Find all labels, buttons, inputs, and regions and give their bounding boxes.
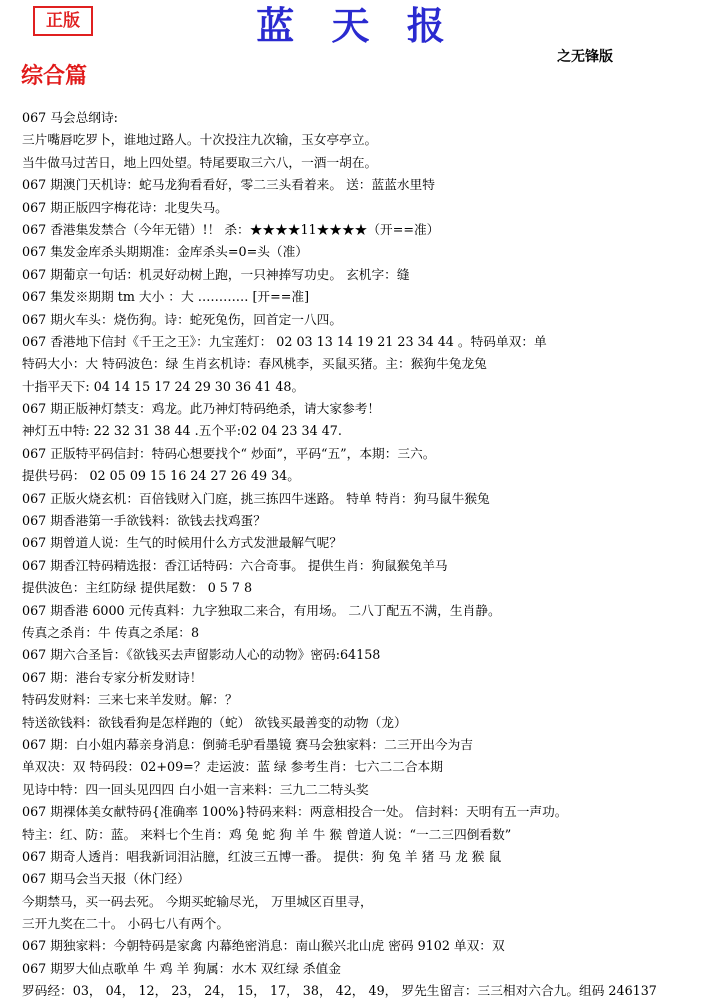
content-line: 神灯五中特: 22 32 31 38 44 .五个平:02 04 23 34 47. xyxy=(22,423,342,439)
edition-label: 之无锋版 xyxy=(557,49,613,65)
content-line: 067 期裸体美女献特码{准确率 100%}特码来料：两意相投合一处。 信封料：天明有五一声功。 xyxy=(22,804,568,820)
content-line: 067 期：白小姐内幕亲身消息：倒骑毛驴看墨镜 赛马会独家料：二三开出今为吉 xyxy=(22,736,473,752)
content-line: 067 期奇人透肖：唱我新词泪沾臆，红波三五博一番。 提供：狗 兔 羊 猪 马 龙 猴 鼠 xyxy=(22,848,502,864)
content-line: 067 集发金库杀头期期准：金库杀头=0=头（准） xyxy=(22,244,308,260)
content-line: 提供波色：主红防绿 提供尾数： 0 5 7 8 xyxy=(22,580,253,596)
content-line: 特送欲钱料：欲钱看狗是怎样跑的（蛇） 欲钱买最善变的动物（龙） xyxy=(22,714,407,730)
content-line: 067 期曾道人说：生气的时候用什么方式发泄最解气呢？ xyxy=(22,535,343,551)
content-line: 今期禁马，买一码去死。 今期买蛇输尽光， 万里城区百里寻， xyxy=(22,893,373,909)
content-line: 067 香港地下信封《千王之王》：九宝莲灯： 02 03 13 14 19 21 23 34 44 。特码单双：单 xyxy=(22,333,547,349)
content-line: 067 期：港台专家分析发财诗！ xyxy=(22,669,203,685)
content-line: 067 期马会当天报（休门经） xyxy=(22,871,190,887)
content-line: 单双决：双 特码段：02+09=？走运波：蓝 绿 参考生肖：七六二二合本期 xyxy=(22,759,443,775)
content-line: 067 香港集发禁合（今年无错）!！ 杀：★★★★11★★★★（开==准） xyxy=(22,221,440,237)
edition-stamp: 正版 xyxy=(33,6,93,36)
content-line: 见诗中特：四一回头见四四 白小姐一言来料：三九二二特头奖 xyxy=(22,781,369,797)
content-line: 067 正版火烧玄机：百倍钱财入门庭，挑三拣四牛迷路。 特单 特肖：狗马鼠牛猴兔 xyxy=(22,490,490,506)
content-line: 当牛做马过苦日，地上四处望。特尾要取三六八，一酒一胡在。 xyxy=(22,154,378,170)
content-line: 三开九奖在二十。 小码七八有两个。 xyxy=(22,916,230,932)
content-line: 罗码经：03， 04， 12， 23， 24， 15， 17， 38， 42， 49， 罗先生留言：三三相对六合九。组码 246137 xyxy=(22,983,657,999)
content-line: 067 集发※期期 tm 大小 ：大 ………… [开==准] xyxy=(22,289,310,305)
content-line: 067 马会总纲诗: xyxy=(22,110,118,125)
content-line: 067 期独家料：今朝特码是家禽 内幕绝密消息：南山猴兴北山虎 密码 9102 单双：双 xyxy=(22,938,505,954)
content-line: 067 期澳门天机诗：蛇马龙狗看看好，零二三头看着来。 送：蓝蓝水里特 xyxy=(22,177,435,193)
content-line: 067 期香港第一手欲钱料：欲钱去找鸡蛋？ xyxy=(22,513,266,529)
content-line: 提供号码： 02 05 09 15 16 24 27 26 49 34。 xyxy=(22,468,300,484)
content-lines xyxy=(22,107,707,1003)
content-line: 特码大小：大 特码波色：绿 生肖玄机诗：春风桃李，买鼠买猪。主：猴狗牛兔龙兔 xyxy=(22,356,487,372)
content-line: 067 期正版神灯禁支：鸡龙。此乃神灯特码绝杀，请大家参考！ xyxy=(22,401,381,417)
content-line: 067 正版特平码信封：特码心想要找个“ 炒面”，平码“五”，本期：三六。 xyxy=(22,445,436,461)
content-line: 十指平天下: 04 14 15 17 24 29 30 36 41 48。 xyxy=(22,378,305,394)
content-line: 特主：红、防：蓝。 来料七个生肖：鸡 兔 蛇 狗 羊 牛 猴 曾道人说：“一二三四倒看数” xyxy=(22,826,512,842)
content-line: 067 期正版四字梅花诗：北叟失马。 xyxy=(22,199,228,215)
content-line: 067 期香江特码精选报：香江话特码：六合奇事。 提供生肖：狗鼠猴兔羊马 xyxy=(22,557,448,573)
content-line: 067 期香港 6000 元传真料：九字独取二来合，有用场。 二八丁配五不满，生肖静。 xyxy=(22,602,501,618)
page-title: 蓝 天 报 xyxy=(256,3,457,48)
content-line: 特码发财料：三来七来羊发财。解：？ xyxy=(22,692,238,708)
section-heading: 综合篇 xyxy=(21,64,88,89)
content-line: 067 期罗大仙点歌单 牛 鸡 羊 狗属：水木 双红绿 杀值金 xyxy=(22,960,341,976)
content-line: 传真之杀肖：牛 传真之杀尾：8 xyxy=(22,624,200,640)
content-line: 067 期火车头：烧伤狗。诗：蛇死兔伤，回首定一八四。 xyxy=(22,311,343,327)
content-line: 067 期葡京一句话：机灵好动树上跑，一只神捧写功史。 玄机字：缝 xyxy=(22,266,410,282)
content-line: 三片嘴唇吃罗卜，谁地过路人。十次投注九次输，玉女亭亭立。 xyxy=(22,132,378,148)
content-line: 067 期六合圣旨：《欲钱买去声留影动人心的动物》密码:64158 xyxy=(22,647,381,663)
